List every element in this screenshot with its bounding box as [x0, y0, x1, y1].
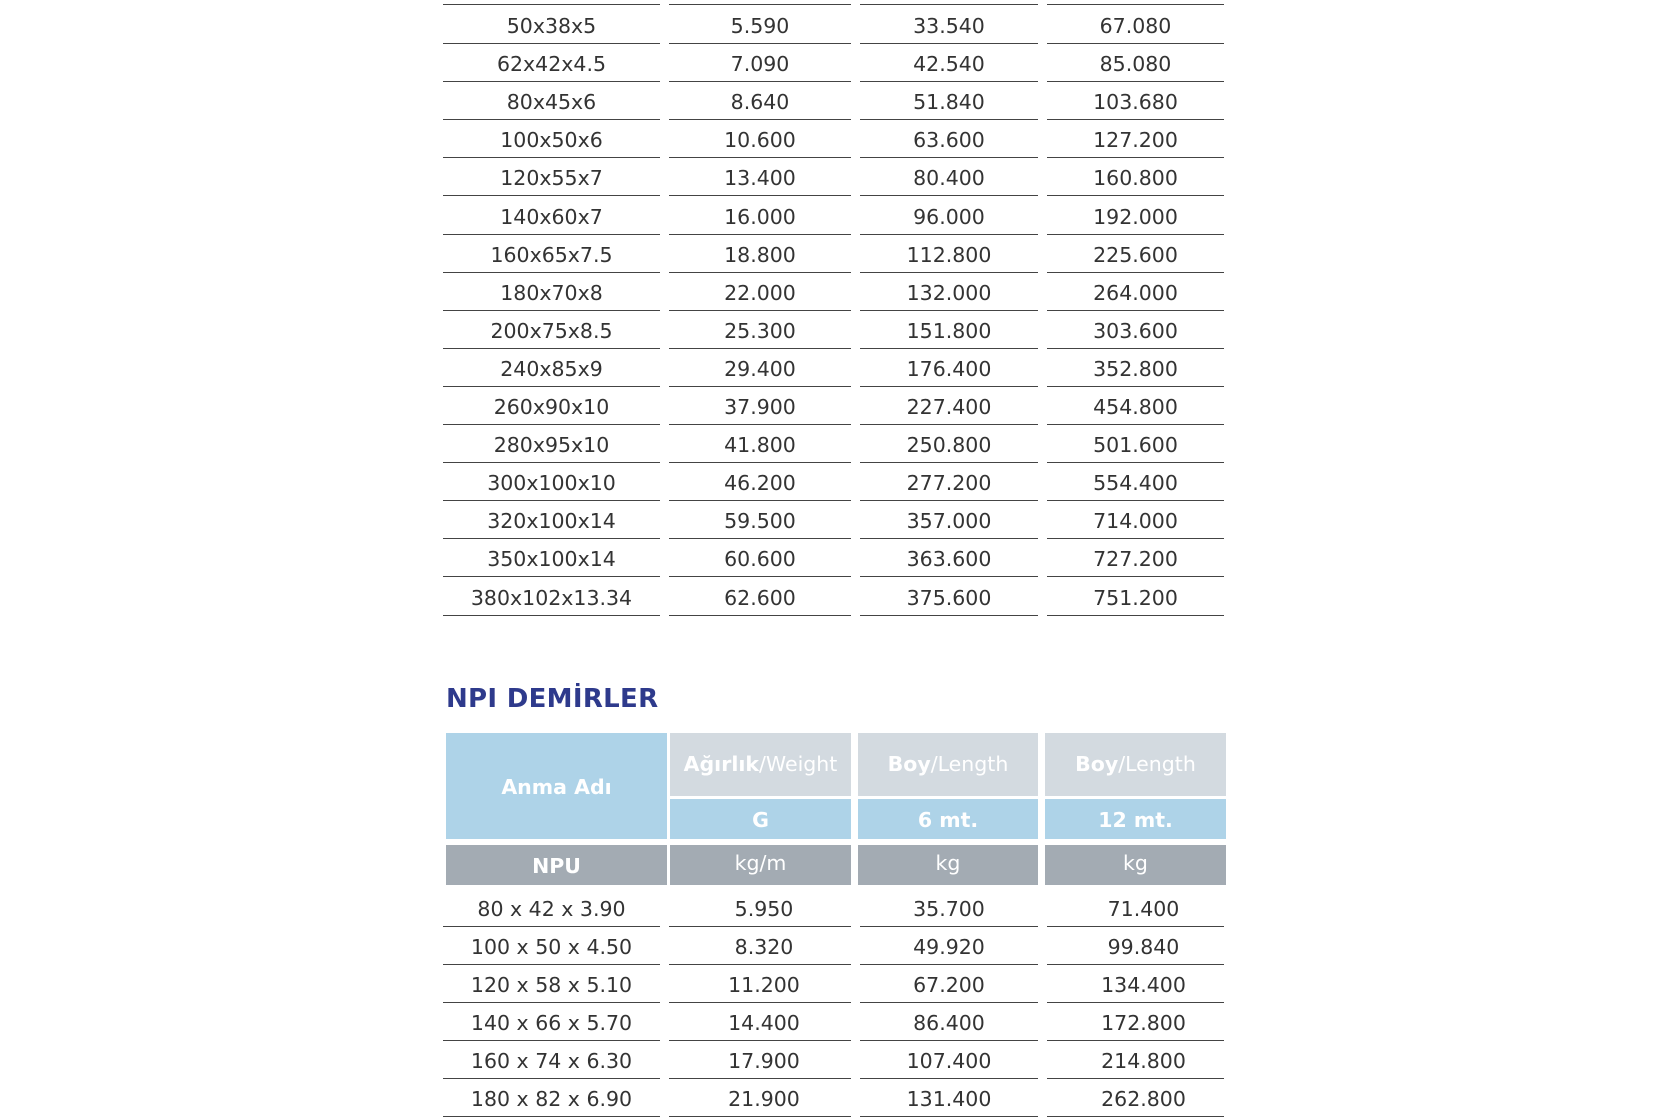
weight-cell: 11.200 [669, 965, 851, 1003]
length-12-cell: 172.800 [1047, 1003, 1224, 1041]
length-6-cell: 375.600 [860, 578, 1038, 616]
size-cell: 180 x 82 x 6.90 [443, 1079, 660, 1117]
length-12-cell: 85.080 [1047, 44, 1224, 82]
length-6-cell: 33.540 [860, 6, 1038, 44]
header-weight-cell [670, 733, 851, 796]
length-12-cell: 751.200 [1047, 578, 1224, 616]
length-12-cell: 225.600 [1047, 235, 1224, 273]
header-6mt-label: 6 mt. [917, 808, 979, 832]
section-title: NPI DEMİRLER [446, 684, 659, 714]
table-top-border [669, 4, 851, 5]
length-12-cell: 727.200 [1047, 539, 1224, 577]
size-cell: 180x70x8 [443, 273, 660, 311]
size-cell: 120 x 58 x 5.10 [443, 965, 660, 1003]
length-6-cell: 132.000 [860, 273, 1038, 311]
length-6-cell: 63.600 [860, 120, 1038, 158]
length-6-cell: 131.400 [860, 1079, 1038, 1117]
header-g-cell [670, 799, 851, 839]
length-6-cell: 357.000 [860, 501, 1038, 539]
length-12-cell: 554.400 [1047, 463, 1224, 501]
size-cell: 140x60x7 [443, 197, 660, 235]
header-unit-kg: kg [1123, 851, 1148, 875]
size-cell: 300x100x10 [443, 463, 660, 501]
header-length-light: /Length [1118, 752, 1196, 776]
header-length-6-cell [858, 733, 1038, 796]
size-cell: 240x85x9 [443, 349, 660, 387]
length-12-cell: 454.800 [1047, 387, 1224, 425]
size-cell: 100x50x6 [443, 120, 660, 158]
length-12-cell: 303.600 [1047, 311, 1224, 349]
header-unit-kgm-cell [670, 845, 851, 885]
length-12-cell: 264.000 [1047, 273, 1224, 311]
header-weight-light: /Weight [759, 752, 838, 776]
weight-cell: 16.000 [669, 197, 851, 235]
length-6-cell: 151.800 [860, 311, 1038, 349]
weight-cell: 41.800 [669, 425, 851, 463]
size-cell: 160x65x7.5 [443, 235, 660, 273]
weight-cell: 17.900 [669, 1041, 851, 1079]
length-12-cell: 134.400 [1047, 965, 1224, 1003]
weight-cell: 18.800 [669, 235, 851, 273]
length-6-cell: 49.920 [860, 927, 1038, 965]
header-name-label: Anma Adı [501, 775, 612, 799]
size-cell: 100 x 50 x 4.50 [443, 927, 660, 965]
weight-cell: 29.400 [669, 349, 851, 387]
header-length-12-cell [1045, 733, 1226, 796]
weight-cell: 62.600 [669, 578, 851, 616]
length-6-cell: 86.400 [860, 1003, 1038, 1041]
weight-cell: 5.590 [669, 6, 851, 44]
size-cell: 160 x 74 x 6.30 [443, 1041, 660, 1079]
header-unit-kg-cell [1045, 845, 1226, 885]
header-length-bold: Boy [1075, 752, 1119, 776]
length-6-cell: 67.200 [860, 965, 1038, 1003]
length-6-cell: 250.800 [860, 425, 1038, 463]
length-12-cell: 160.800 [1047, 158, 1224, 196]
length-6-cell: 277.200 [860, 463, 1038, 501]
weight-cell: 46.200 [669, 463, 851, 501]
weight-cell: 37.900 [669, 387, 851, 425]
size-cell: 380x102x13.34 [443, 578, 660, 616]
header-6mt-cell [858, 799, 1038, 839]
weight-cell: 7.090 [669, 44, 851, 82]
size-cell: 80x45x6 [443, 82, 660, 120]
size-cell: 260x90x10 [443, 387, 660, 425]
size-cell: 320x100x14 [443, 501, 660, 539]
header-unit-kg: kg [935, 851, 961, 875]
length-6-cell: 42.540 [860, 44, 1038, 82]
header-g-label: G [752, 808, 769, 832]
length-12-cell: 714.000 [1047, 501, 1224, 539]
table-top-border [860, 4, 1038, 5]
header-name-cell [446, 733, 667, 839]
header-unit-kgm: kg/m [734, 851, 787, 875]
size-cell: 50x38x5 [443, 6, 660, 44]
length-12-cell: 99.840 [1047, 927, 1224, 965]
size-cell: 120x55x7 [443, 158, 660, 196]
length-6-cell: 80.400 [860, 158, 1038, 196]
header-weight-bold: Ağırlık [683, 752, 760, 776]
length-12-cell: 71.400 [1047, 889, 1224, 927]
weight-cell: 14.400 [669, 1003, 851, 1041]
weight-cell: 8.320 [669, 927, 851, 965]
header-unit-kg-cell [858, 845, 1038, 885]
weight-cell: 22.000 [669, 273, 851, 311]
length-6-cell: 96.000 [860, 197, 1038, 235]
size-cell: 140 x 66 x 5.70 [443, 1003, 660, 1041]
header-npu-label: NPU [532, 854, 581, 878]
weight-cell: 10.600 [669, 120, 851, 158]
size-cell: 62x42x4.5 [443, 44, 660, 82]
table-top-border [1047, 4, 1224, 5]
header-length-bold: Boy [887, 752, 931, 776]
size-cell: 200x75x8.5 [443, 311, 660, 349]
length-12-cell: 262.800 [1047, 1079, 1224, 1117]
weight-cell: 5.950 [669, 889, 851, 927]
length-6-cell: 35.700 [860, 889, 1038, 927]
weight-cell: 60.600 [669, 539, 851, 577]
length-6-cell: 227.400 [860, 387, 1038, 425]
header-length-light: /Length [930, 752, 1009, 776]
weight-cell: 25.300 [669, 311, 851, 349]
length-12-cell: 103.680 [1047, 82, 1224, 120]
length-6-cell: 176.400 [860, 349, 1038, 387]
weight-cell: 21.900 [669, 1079, 851, 1117]
length-6-cell: 363.600 [860, 539, 1038, 577]
header-npu-cell [446, 845, 667, 885]
length-12-cell: 352.800 [1047, 349, 1224, 387]
size-cell: 80 x 42 x 3.90 [443, 889, 660, 927]
length-12-cell: 67.080 [1047, 6, 1224, 44]
length-12-cell: 214.800 [1047, 1041, 1224, 1079]
weight-cell: 8.640 [669, 82, 851, 120]
header-12mt-label: 12 mt. [1098, 808, 1173, 832]
length-6-cell: 51.840 [860, 82, 1038, 120]
table-top-border [443, 4, 660, 5]
weight-cell: 59.500 [669, 501, 851, 539]
size-cell: 280x95x10 [443, 425, 660, 463]
length-12-cell: 127.200 [1047, 120, 1224, 158]
length-12-cell: 192.000 [1047, 197, 1224, 235]
length-6-cell: 107.400 [860, 1041, 1038, 1079]
weight-cell: 13.400 [669, 158, 851, 196]
length-6-cell: 112.800 [860, 235, 1038, 273]
size-cell: 350x100x14 [443, 539, 660, 577]
header-12mt-cell [1045, 799, 1226, 839]
length-12-cell: 501.600 [1047, 425, 1224, 463]
